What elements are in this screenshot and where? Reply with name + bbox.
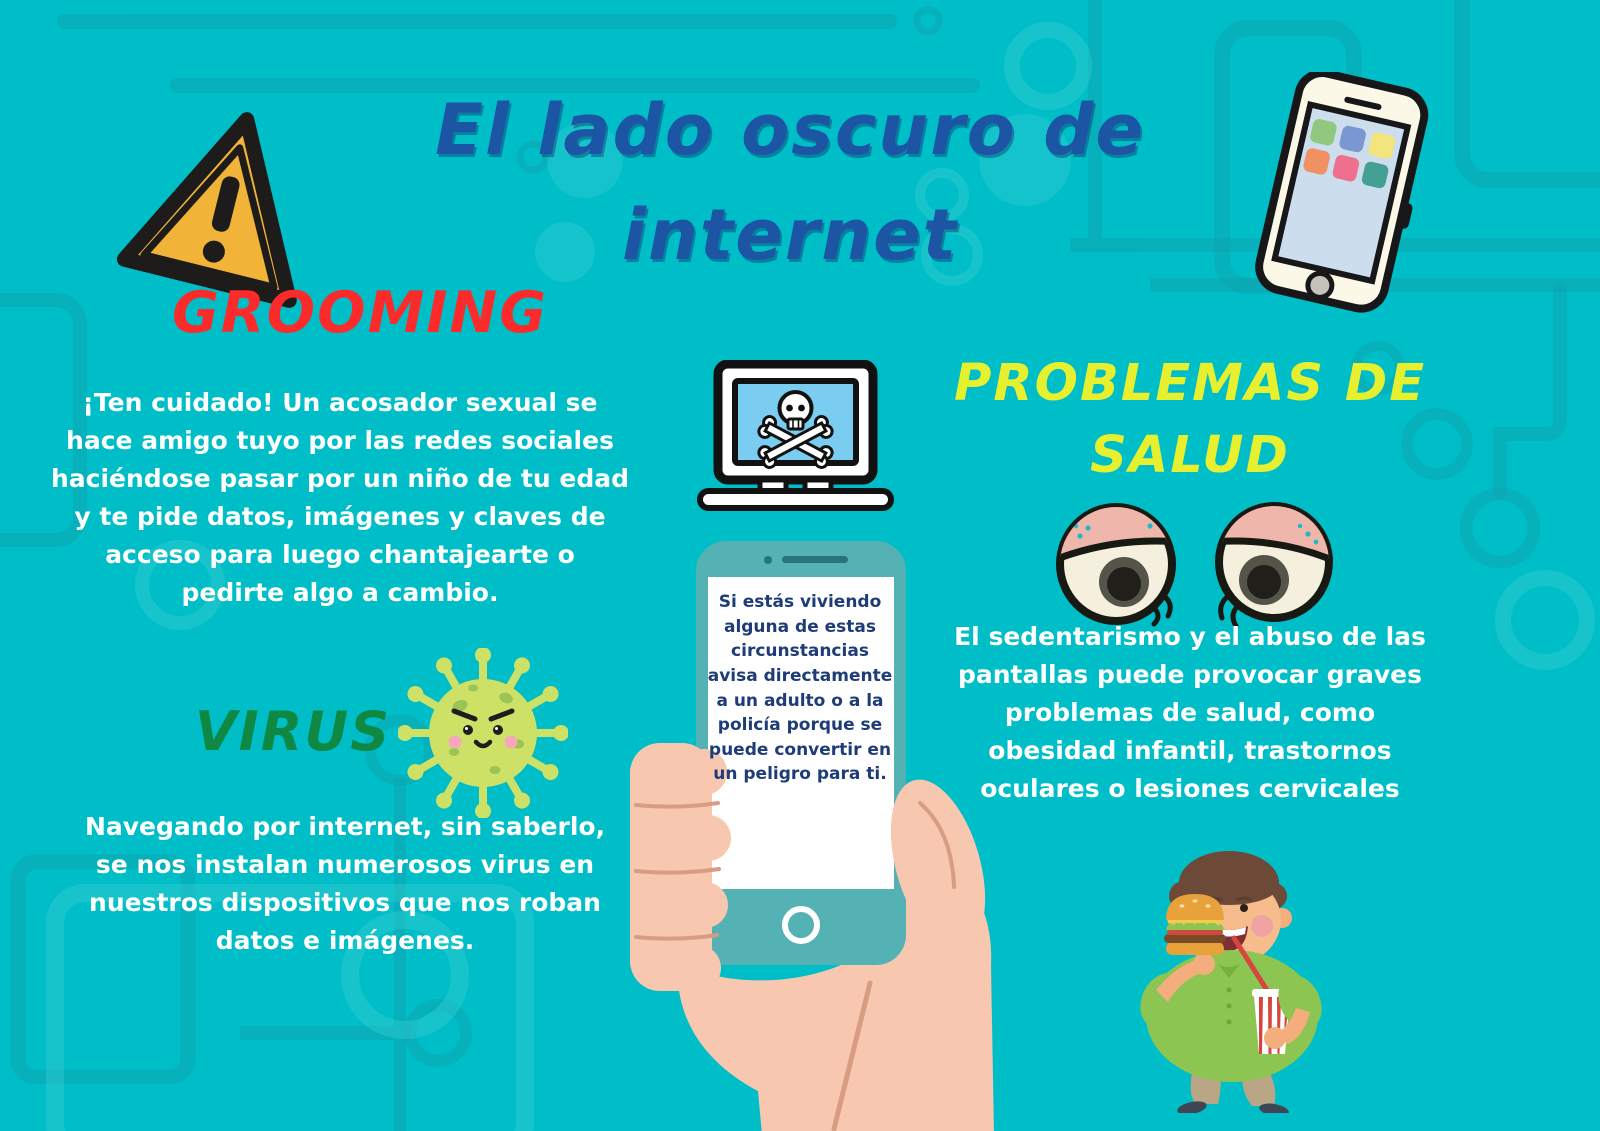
smartphone-apps-icon xyxy=(1235,72,1450,320)
page-title-line2: internet xyxy=(621,194,959,276)
virus-text: Navegando por internet, sin saberlo, se nos instalan numerosos virus en nuestros dispositivos que nos roban datos e imágenes. xyxy=(84,812,606,955)
virus-cartoon-icon xyxy=(398,648,568,818)
tired-eyes-icon xyxy=(1050,498,1350,633)
grooming-text: ¡Ten cuidado! Un acosador sexual se hace amigo tuyo por las redes sociales haciéndose pasar por un niño de tu edad y te pide datos, imágenes y claves de acceso para luego chantajearte o pedirte algo a cambio. xyxy=(50,388,630,607)
salud-heading-line1: PROBLEMAS DE xyxy=(953,354,1427,413)
obese-kid-illustration xyxy=(1122,838,1347,1113)
salud-heading xyxy=(935,348,1445,493)
phone-message-text: Si estás viviendo alguna de estas circunstancias avisa directamente a un adulto o a la policía porque se puede convertir en un peligro para ti. xyxy=(707,592,893,785)
salud-heading-line2: SALUD xyxy=(1090,426,1290,486)
page-title-line1: El lado oscuro de xyxy=(435,89,1145,171)
salud-text: El sedentarismo y el abuso de las pantallas puede provocar graves problemas de salud, como obesidad infantil, trastornos oculares o lesiones cervicales xyxy=(954,622,1426,803)
hacked-laptop-icon xyxy=(688,360,903,515)
virus-heading: VIRUS xyxy=(194,700,392,763)
page-title xyxy=(360,78,1220,288)
grooming-heading: GROOMING xyxy=(171,280,548,346)
